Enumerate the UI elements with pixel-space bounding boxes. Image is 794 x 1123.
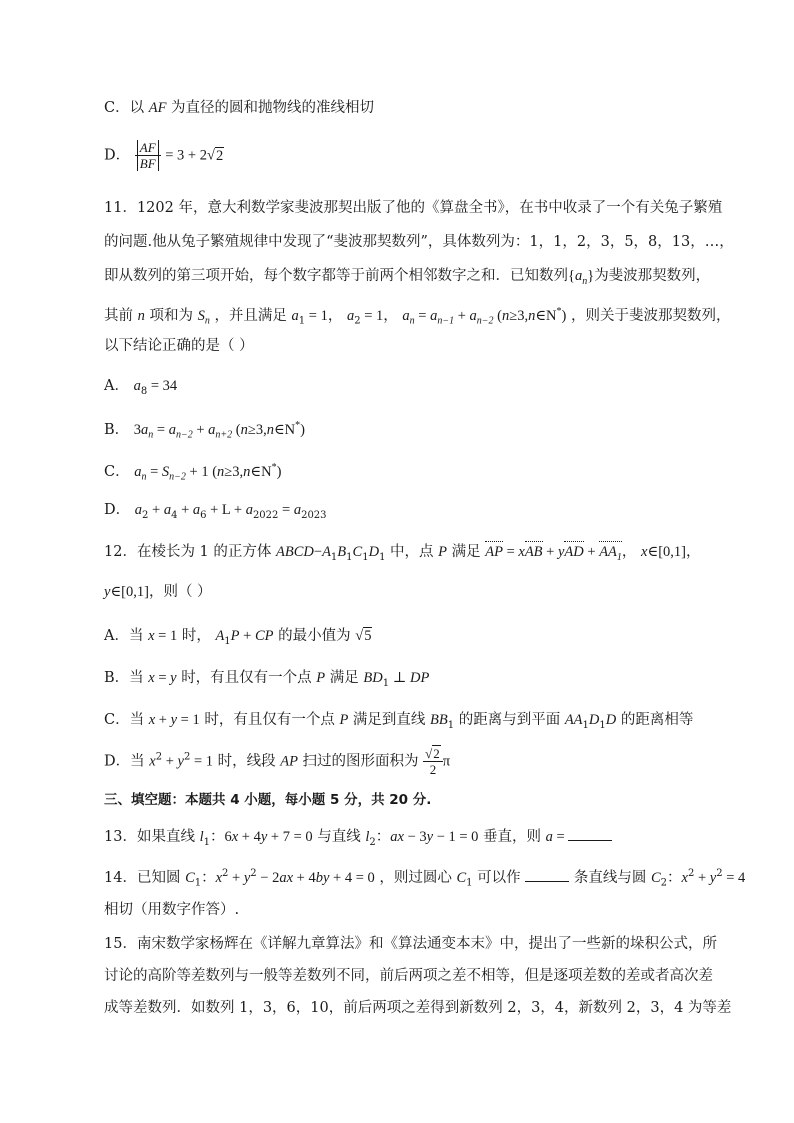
option-label: D． <box>104 502 131 518</box>
option-text: 扫过的图形面积为 <box>302 753 419 770</box>
q13: 13．如果直线 $l_1$：6x + 4y + 7 = 0 与直线 $l_2$：ax − 3y − 1 = 0 垂直，则 a = <box>104 826 698 853</box>
option-text: 的最小值为 <box>278 628 351 644</box>
stem-text: 14．已知圆 <box>104 869 181 886</box>
option-label: D．当 <box>104 753 145 770</box>
q12-stem-line2: y∈[0,1]，则（ ） <box>104 584 212 600</box>
stem-text: 与直线 <box>317 829 361 845</box>
q12-option-b: B．当 x = y 时，有且仅有一个点 P 满足 $BD_1$ ⊥ DP <box>104 670 430 689</box>
stem-text: 垂直，则 <box>483 829 542 845</box>
q10-option-c: C．以 AF 为直径的圆和抛物线的准线相切 <box>104 100 375 116</box>
stem-text: ，则关于斐波那契数列， <box>571 307 731 324</box>
stem-text: 12．在棱长为 1 的正方体 <box>104 544 272 560</box>
q15-line2: 讨论的高阶等差数列与一般等差数列不同，前后两项之差不相等，但是逐项差数的差或者高次差 <box>104 968 713 984</box>
ratio-fraction: $\frac{AF}{BF}$ <box>135 140 161 171</box>
option-text: 满足 <box>329 670 359 686</box>
option-text: 时，线段 <box>217 753 276 770</box>
option-math: = 3 + 2 <box>165 147 207 164</box>
stem-text: 即从数列的第三项开始，每个数字都等于前两个相邻数字之和．已知数列 <box>104 268 568 284</box>
option-text: 时，有且仅有一个点 <box>204 712 335 728</box>
option-text: 的距离相等 <box>620 712 694 728</box>
q14-line2: 相切（用数字作答）. <box>104 902 240 918</box>
q11-stem-line2: 的问题.他从兔子繁殖规律中发现了“斐波那契数列”，具体数列为：1，1，2，3，5，8，13，…， <box>104 234 734 250</box>
option-label: B．当 <box>104 670 144 686</box>
q12-option-d: D．当 $x^2 + y^2 = 1$ 时，线段 AP 扫过的图形面积为 $\frac{√2}{2}$ π <box>104 746 451 777</box>
q11-option-a: A． $a_8 = 34$ <box>104 378 178 397</box>
q12-stem-line1: 12．在棱长为 1 的正方体 $ABCD-A_1B_1C_1D_1$ 中，点 P 满足 AP = xAB + yAD + $AA_1$， x∈[0,1]， <box>104 542 698 568</box>
stem-text: 13．如果直线 <box>104 829 195 845</box>
q11-stem-line4: 其前 n 项和为 $S_n$ ，并且满足 $a_1 = 1$， $a_2 = 1$， $a_n = a_{n-1} + a_{n-2}$ (n≥3,n∈N*) ，则关于斐波那契数列， <box>104 306 731 327</box>
q12-option-c: C．当 x + y = 1 时，有且仅有一个点 P 满足到直线 $BB_1$ 的距离与到平面 $AA_1D_1D$ 的距离相等 <box>104 712 694 731</box>
option-label: A．当 <box>104 628 144 644</box>
stem-text: 满足 <box>451 544 481 560</box>
q11-stem-line3: 即从数列的第三项开始，每个数字都等于前两个相邻数字之和．已知数列$\{a_n\}$为斐波那契数列， <box>104 268 711 287</box>
stem-text: ，则（ ） <box>148 584 212 600</box>
q12-option-a: A．当 x = 1 时， $A_1P$ + CP 的最小值为 √5 <box>104 628 372 647</box>
option-text: 满足到直线 <box>352 712 426 728</box>
area-fraction: $\frac{√2}{2}$ <box>423 746 443 777</box>
option-label: C． <box>104 463 130 480</box>
q10-option-d: D． $\frac{AF}{BF}$ = 3 + 2√2 <box>104 140 224 171</box>
option-label: B． <box>104 421 130 438</box>
stem-text: 为斐波那契数列， <box>594 268 711 284</box>
stem-text: ，则过圆心 <box>379 869 452 886</box>
option-text: 时， <box>181 628 211 644</box>
answer-blank[interactable] <box>568 826 612 841</box>
stem-text: ，并且满足 <box>214 307 287 324</box>
option-label: D． <box>104 147 131 164</box>
option-text: 为直径的圆和抛物线的准线相切 <box>171 100 375 116</box>
section-heading: 三、填空题：本题共 4 小题，每小题 5 分，共 20 分. <box>104 792 432 808</box>
q11-option-d: D． $a_2 + a_4 + a_6 + L + a_{2022} = a_{2023}$ <box>104 502 327 521</box>
q11-option-c: C． $a_n = S_{n-2} + 1$ (n≥3,n∈N*) <box>104 462 282 483</box>
stem-text: 可以作 <box>477 869 521 886</box>
stem-text: 中，点 <box>390 544 434 560</box>
q15-line1: 15．南宋数学家杨辉在《详解九章算法》和《算法通变本末》中，提出了一些新的垛积公式，所 <box>104 936 717 952</box>
q11-option-b: B． $3a_n = a_{n-2} + a_{n+2}$ (n≥3,n∈N*) <box>104 420 306 441</box>
option-label: C．以 <box>104 100 145 116</box>
stem-text: 条直线与圆 <box>573 869 647 886</box>
stem-text: 其前 <box>104 307 133 324</box>
option-label: A． <box>104 378 129 394</box>
q15-line3: 成等差数列．如数列 1，3，6，10，前后两项之差得到新数列 2，3，4，新数列 2，3，4 为等差 <box>104 1000 732 1016</box>
q14-line1: 14．已知圆 $C_1$：$x^2 + y^2 - 2ax + 4by + 4 = 0$ ，则过圆心 $C_1$ 可以作 条直线与圆 $C_2$：$x^2 + y^2 = 4$ <box>104 868 746 889</box>
option-text: 时，有且仅有一个点 <box>181 670 312 686</box>
stem-text: 项和为 <box>149 307 193 324</box>
q11-stem-line1: 11．1202 年，意大利数学家斐波那契出版了他的《算盘全书》，在书中收录了一个有关兔子繁殖 <box>104 200 723 216</box>
option-text: 的距离与到平面 <box>458 712 561 728</box>
answer-blank[interactable] <box>525 867 569 882</box>
option-label: C．当 <box>104 712 145 728</box>
q11-stem-line5: 以下结论正确的是（ ） <box>104 338 254 354</box>
